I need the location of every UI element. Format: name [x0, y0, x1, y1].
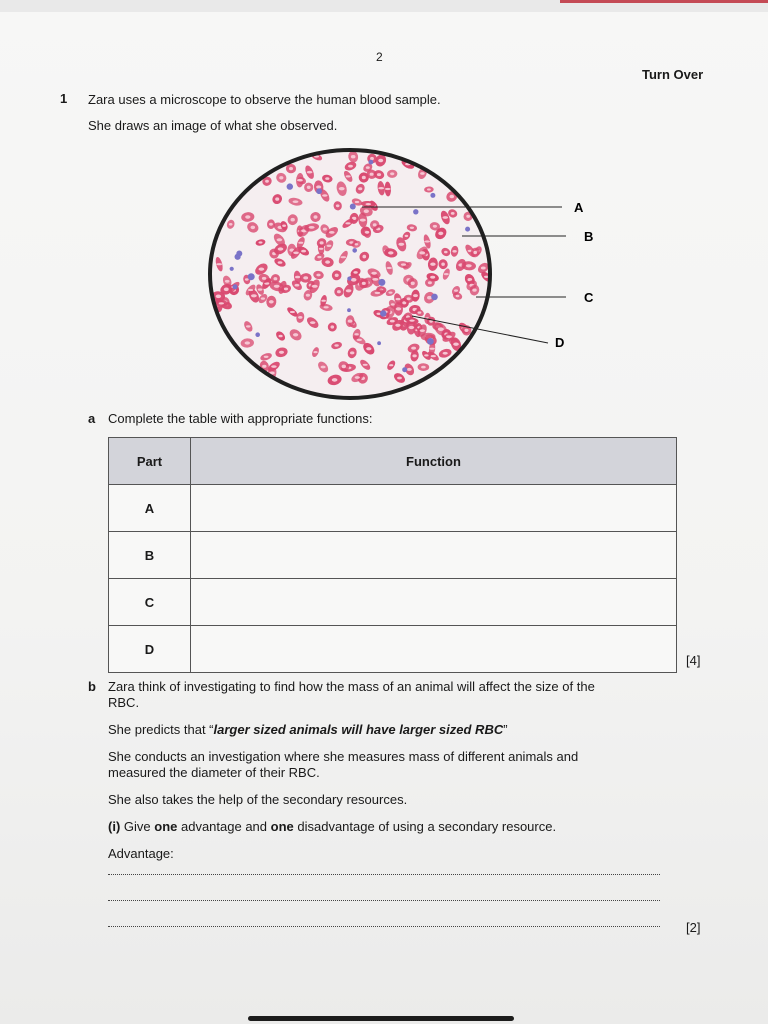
red-blood-cell-center	[354, 333, 358, 335]
red-blood-cell-center	[327, 245, 332, 247]
white-blood-cell	[377, 341, 381, 345]
red-blood-cell-center	[321, 300, 326, 302]
red-blood-cell-center	[481, 267, 486, 270]
sub-question-text: disadvantage of using a secondary resource.	[293, 819, 557, 834]
red-blood-cell-center	[355, 201, 359, 203]
white-blood-cell	[235, 254, 241, 260]
blood-smear-figure	[200, 146, 620, 406]
part-b-line-1: Zara think of investigating to find how the mass of an animal will affect the size of the	[108, 679, 595, 694]
turn-over-label: Turn Over	[642, 67, 704, 82]
red-blood-cell-center	[355, 243, 359, 245]
red-blood-cell-center	[350, 351, 354, 354]
red-blood-cell-center	[259, 241, 263, 243]
red-blood-cell-center	[269, 300, 274, 303]
red-blood-cell-center	[452, 250, 456, 253]
red-blood-cell-center	[229, 223, 233, 226]
red-blood-cell-center	[310, 321, 315, 324]
red-blood-cell-center	[245, 341, 250, 344]
top-edge-accent	[560, 0, 768, 3]
prediction-sentence	[108, 722, 508, 738]
red-blood-cell-center	[264, 356, 269, 358]
red-blood-cell-center	[248, 289, 253, 291]
red-blood-cell-center	[386, 267, 392, 269]
red-blood-cell-center	[339, 187, 345, 190]
red-blood-cell-center	[456, 295, 460, 297]
red-blood-cell-center	[219, 302, 224, 304]
red-blood-cell-center	[378, 187, 384, 189]
function-answer-cell[interactable]	[191, 532, 677, 579]
white-blood-cell	[316, 188, 322, 194]
red-blood-cell-center	[316, 274, 320, 277]
red-blood-cell-center	[278, 261, 283, 264]
red-blood-cell-center	[261, 297, 265, 299]
red-blood-cell-center	[401, 263, 406, 265]
white-blood-cell	[369, 160, 374, 165]
red-blood-cell-center	[410, 227, 414, 229]
answer-line[interactable]	[108, 890, 660, 901]
red-blood-cell-center	[251, 226, 256, 230]
function-answer-cell[interactable]	[191, 579, 677, 626]
white-blood-cell	[465, 227, 470, 232]
red-blood-cell-center	[453, 343, 459, 346]
red-blood-cell-center	[366, 347, 371, 350]
red-blood-cell-center	[433, 225, 437, 228]
red-blood-cell-center	[407, 297, 411, 300]
red-blood-cell-center	[431, 355, 436, 357]
red-blood-cell-center	[306, 294, 310, 297]
red-blood-cell-center	[312, 285, 318, 288]
red-blood-cell-center	[246, 325, 251, 327]
red-blood-cell-center	[444, 251, 448, 254]
red-blood-cell-center	[429, 348, 435, 350]
part-a-letter: a	[88, 411, 96, 426]
red-blood-cell-center	[358, 187, 362, 190]
table-header-row	[109, 438, 677, 485]
red-blood-cell-center	[225, 280, 230, 283]
red-blood-cell-center	[298, 316, 302, 319]
red-blood-cell-center	[303, 276, 308, 279]
red-blood-cell-center	[301, 250, 306, 253]
red-blood-cell-center	[269, 223, 273, 226]
label-d: D	[555, 335, 565, 350]
red-blood-cell-center	[464, 329, 468, 332]
red-blood-cell-center	[424, 240, 430, 242]
red-blood-cell-center	[441, 263, 445, 266]
advantage-label: Advantage:	[108, 846, 174, 861]
white-blood-cell	[350, 204, 356, 210]
red-blood-cell-center	[271, 365, 276, 368]
function-answer-cell[interactable]	[191, 485, 677, 532]
red-blood-cell-center	[451, 212, 455, 215]
red-blood-cell-center	[279, 176, 283, 179]
white-blood-cell	[378, 279, 385, 286]
conducts-line-1: She conducts an investigation where she measures mass of different animals and	[108, 749, 579, 764]
part-cell: B	[109, 532, 191, 579]
red-blood-cell-center	[290, 311, 295, 313]
red-blood-cell-center	[362, 176, 366, 180]
red-blood-cell-center	[313, 351, 317, 353]
red-blood-cell-center	[360, 219, 366, 222]
red-blood-cell-center	[438, 232, 443, 236]
red-blood-cell-center	[355, 376, 360, 379]
red-blood-cell-center	[372, 278, 378, 281]
red-blood-cell-center	[420, 172, 425, 175]
red-blood-cell-center	[366, 166, 370, 169]
red-blood-cell-center	[277, 238, 283, 241]
conducts-line-2: measured the diameter of their RBC.	[108, 765, 320, 780]
red-blood-cell-center	[396, 307, 401, 310]
white-blood-cell	[347, 308, 351, 312]
red-blood-cell-center	[340, 256, 346, 258]
red-blood-cell-center	[322, 194, 327, 197]
white-blood-cell	[347, 277, 351, 281]
red-blood-cell-center	[216, 295, 221, 299]
label-a: A	[574, 200, 584, 215]
red-blood-cell-center	[262, 277, 266, 280]
sub-question-i	[108, 819, 556, 835]
red-blood-cell-center	[325, 177, 329, 180]
red-blood-cell-center	[443, 216, 449, 219]
red-blood-cell-center	[427, 188, 431, 190]
answer-line[interactable]	[108, 864, 660, 875]
red-blood-cell-center	[323, 228, 327, 231]
white-blood-cell	[402, 367, 407, 372]
part-cell: A	[109, 485, 191, 532]
red-blood-cell-center	[251, 294, 257, 297]
sub-question-text: Give	[120, 819, 155, 834]
red-blood-cell-center	[362, 282, 366, 285]
sub-question-text: advantage and	[177, 819, 271, 834]
red-blood-cell-center	[438, 327, 444, 331]
red-blood-cell-center	[411, 347, 416, 350]
white-blood-cell	[427, 338, 434, 345]
functions-table	[108, 437, 677, 673]
home-indicator-bar	[248, 1016, 514, 1021]
red-blood-cell-center	[274, 285, 280, 288]
red-blood-cell-center	[307, 186, 311, 189]
red-blood-cell-center	[325, 260, 330, 263]
red-blood-cell-center	[370, 173, 374, 176]
column-header-function: Function	[191, 438, 677, 485]
label-b: B	[584, 229, 594, 244]
red-blood-cell-center	[409, 326, 415, 329]
red-blood-cell-center	[351, 155, 356, 158]
red-blood-cell-center	[395, 324, 400, 327]
red-blood-cell-center	[428, 281, 432, 284]
red-blood-cell-center	[373, 223, 377, 226]
red-blood-cell-center	[388, 251, 393, 254]
red-blood-cell-center	[278, 247, 284, 250]
red-blood-cell-center	[319, 248, 324, 250]
white-blood-cell	[352, 248, 357, 253]
part-b-marks: [2]	[686, 920, 701, 935]
red-blood-cell-center	[282, 225, 286, 227]
red-blood-cell-center	[420, 329, 425, 332]
red-blood-cell-center	[265, 180, 269, 183]
red-blood-cell-center	[390, 172, 394, 175]
part-a-prompt: Complete the table with appropriate functions:	[108, 411, 373, 426]
prediction-emphasis: larger sized animals will have larger sized RBC	[213, 722, 504, 737]
red-blood-cell-center	[324, 306, 329, 308]
red-blood-cell-center	[413, 294, 418, 297]
emphasis-one: one	[154, 819, 178, 834]
red-blood-cell-center	[365, 231, 369, 234]
red-blood-cell-center	[297, 179, 303, 182]
red-blood-cell-center	[443, 352, 448, 355]
red-blood-cell-center	[466, 264, 472, 267]
red-blood-cell-center	[424, 354, 428, 356]
red-blood-cell-center	[389, 292, 393, 294]
question-number: 1	[60, 91, 68, 106]
emphasis-one: one	[270, 819, 294, 834]
function-answer-cell[interactable]	[191, 626, 677, 673]
red-blood-cell-center	[245, 278, 249, 280]
red-blood-cell-center	[430, 276, 435, 279]
red-blood-cell-center	[418, 311, 422, 313]
red-blood-cell-center	[396, 298, 401, 300]
red-blood-cell-center	[216, 263, 222, 265]
red-blood-cell-center	[375, 292, 381, 294]
red-blood-cell-center	[363, 255, 367, 259]
red-blood-cell-center	[337, 290, 341, 293]
red-blood-cell-center	[389, 364, 393, 366]
red-blood-cell-center	[351, 278, 357, 282]
table-row	[109, 485, 677, 532]
red-blood-cell-center	[314, 215, 318, 219]
red-blood-cell-center	[336, 204, 340, 207]
prediction-prefix: She predicts that “	[108, 722, 214, 737]
red-blood-cell-center	[411, 282, 415, 286]
white-blood-cell	[255, 332, 260, 337]
white-blood-cell	[233, 284, 238, 289]
red-blood-cell-center	[262, 365, 266, 368]
red-blood-cell-center	[454, 289, 458, 291]
red-blood-cell-center	[427, 296, 432, 300]
red-blood-cell-center	[346, 289, 352, 292]
column-header-part: Part	[109, 438, 191, 485]
table-row	[109, 579, 677, 626]
red-blood-cell-center	[391, 303, 395, 305]
red-blood-cell-center	[412, 354, 416, 357]
red-blood-cell-center	[397, 377, 402, 380]
part-a-marks: [4]	[686, 653, 701, 668]
red-blood-cell-center	[444, 273, 449, 275]
red-blood-cell-center	[279, 351, 284, 354]
red-blood-cell-center	[472, 289, 476, 292]
part-b-letter: b	[88, 679, 96, 694]
white-blood-cell	[230, 267, 234, 271]
red-blood-cell-center	[363, 364, 368, 366]
red-blood-cell-center	[320, 241, 324, 244]
white-blood-cell	[287, 183, 293, 189]
red-blood-cell-center	[334, 344, 338, 346]
white-blood-cell	[248, 273, 255, 280]
page-number: 2	[376, 50, 383, 64]
red-blood-cell-center	[364, 209, 369, 213]
white-blood-cell	[430, 193, 435, 198]
red-blood-cell-center	[295, 276, 300, 279]
red-blood-cell-center	[293, 333, 298, 336]
red-blood-cell-center	[365, 203, 371, 205]
red-blood-cell-center	[321, 366, 326, 369]
red-blood-cell-center	[348, 165, 353, 168]
table-row	[109, 532, 677, 579]
red-blood-cell-center	[430, 263, 435, 266]
part-b-line-2: RBC.	[108, 695, 140, 710]
red-blood-cell-center	[348, 320, 353, 323]
red-blood-cell-center	[407, 368, 412, 371]
red-blood-cell-center	[335, 274, 339, 277]
red-blood-cell-center	[378, 159, 383, 163]
label-c: C	[584, 290, 594, 305]
red-blood-cell-center	[409, 320, 414, 322]
red-blood-cell-center	[291, 218, 295, 222]
red-blood-cell-center	[377, 173, 381, 176]
red-blood-cell-center	[466, 215, 470, 218]
red-blood-cell-center	[275, 197, 279, 200]
red-blood-cell-center	[419, 251, 425, 254]
red-blood-cell-center	[307, 171, 313, 174]
sub-question-i-label: (i)	[108, 819, 121, 834]
table-row	[109, 626, 677, 673]
question-intro-2: She draws an image of what she observed.	[88, 118, 338, 133]
part-cell: C	[109, 579, 191, 626]
red-blood-cell-center	[353, 271, 357, 274]
red-blood-cell-center	[259, 268, 265, 271]
white-blood-cell	[380, 310, 386, 316]
red-blood-cell-center	[289, 167, 293, 170]
question-intro-1: Zara uses a microscope to observe the human blood sample.	[88, 92, 441, 107]
red-blood-cell-center	[316, 185, 321, 188]
red-blood-cell-center	[345, 222, 350, 224]
red-blood-cell-center	[295, 284, 300, 287]
red-blood-cell-center	[331, 325, 335, 328]
red-blood-cell-center	[332, 378, 338, 382]
red-blood-cell-center	[398, 243, 404, 246]
red-blood-cell-center	[317, 256, 321, 258]
red-blood-cell-center	[258, 288, 263, 290]
answer-line[interactable]	[108, 916, 660, 927]
part-cell: D	[109, 626, 191, 673]
red-blood-cell-center	[224, 288, 229, 292]
red-blood-cell-center	[371, 272, 377, 275]
white-blood-cell	[431, 294, 438, 301]
red-blood-cell-center	[298, 242, 303, 244]
red-blood-cell-center	[421, 366, 426, 369]
red-blood-cell-center	[293, 252, 299, 255]
red-blood-cell-center	[293, 200, 299, 203]
red-blood-cell-center	[342, 365, 346, 369]
red-blood-cell-center	[450, 195, 455, 199]
red-blood-cell-center	[329, 231, 335, 234]
red-blood-cell-center	[245, 215, 250, 218]
red-blood-cell-center	[346, 175, 351, 177]
red-blood-cell-center	[405, 235, 409, 237]
red-blood-cell-center	[309, 226, 315, 229]
white-blood-cell	[413, 209, 418, 214]
red-blood-cell-center	[274, 277, 278, 280]
red-blood-cell-center	[473, 251, 477, 254]
red-blood-cell-center	[357, 339, 362, 341]
secondary-resources-line: She also takes the help of the secondary resources.	[108, 792, 408, 807]
red-blood-cell-center	[284, 288, 288, 291]
red-blood-cell-center	[385, 188, 391, 190]
red-blood-cell-center	[279, 335, 283, 338]
red-blood-cell-center	[390, 320, 395, 323]
prediction-suffix: ”	[503, 722, 508, 737]
